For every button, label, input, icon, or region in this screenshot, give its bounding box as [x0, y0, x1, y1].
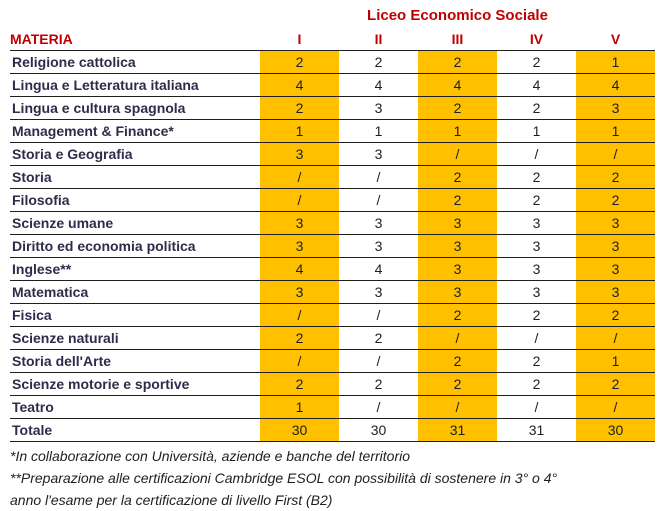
hours-cell: 4: [260, 73, 339, 96]
hours-cell: 3: [339, 96, 418, 119]
hours-cell: 1: [260, 119, 339, 142]
hours-cell: 1: [576, 119, 655, 142]
year-column-header: IV: [529, 31, 544, 48]
hours-cell: 3: [260, 142, 339, 165]
hours-cell: /: [260, 349, 339, 372]
hours-cell: 2: [260, 326, 339, 349]
hours-cell: /: [576, 326, 655, 349]
table-row: [10, 119, 655, 142]
footnote-cambridge-line2: anno l'esame per la certificazione di livello First (B2): [10, 492, 333, 508]
hours-cell: 2: [339, 372, 418, 395]
table-row: [10, 234, 655, 257]
hours-cell: 2: [260, 50, 339, 73]
total-hours-cell: 31: [497, 418, 576, 441]
hours-cell: /: [418, 142, 497, 165]
hours-cell: 2: [418, 50, 497, 73]
subject-name: Storia dell'Arte: [10, 349, 260, 372]
table-row: [10, 96, 655, 119]
total-label: Totale: [10, 418, 260, 441]
footnote-cambridge-line1: **Preparazione alle certificazioni Cambridge ESOL con possibilità di sostenere in 3° o 4°: [10, 470, 558, 486]
hours-cell: 2: [260, 96, 339, 119]
subject-name: Religione cattolica: [10, 50, 260, 73]
subject-name: Lingua e Letteratura italiana: [10, 73, 260, 96]
hours-cell: /: [339, 165, 418, 188]
hours-cell: /: [260, 303, 339, 326]
hours-cell: 3: [576, 211, 655, 234]
hours-cell: 2: [497, 96, 576, 119]
table-row: [10, 326, 655, 349]
total-row: [10, 418, 655, 441]
hours-table: [10, 29, 655, 442]
table-row: [10, 372, 655, 395]
hours-cell: 3: [497, 280, 576, 303]
table-row: [10, 165, 655, 188]
hours-cell: 2: [576, 372, 655, 395]
footnotes: [10, 445, 655, 511]
hours-cell: 3: [339, 142, 418, 165]
hours-cell: 1: [339, 119, 418, 142]
table-row: [10, 188, 655, 211]
hours-cell: /: [497, 395, 576, 418]
table-row: [10, 395, 655, 418]
hours-cell: 2: [497, 349, 576, 372]
table-row: [10, 303, 655, 326]
subject-name: Storia: [10, 165, 260, 188]
subject-name: Fisica: [10, 303, 260, 326]
hours-cell: 2: [497, 165, 576, 188]
hours-cell: /: [418, 326, 497, 349]
hours-cell: 2: [497, 50, 576, 73]
table-row: [10, 349, 655, 372]
hours-cell: 3: [260, 211, 339, 234]
subject-name: Scienze motorie e sportive: [10, 372, 260, 395]
hours-cell: /: [418, 395, 497, 418]
table-row: [10, 142, 655, 165]
hours-cell: 2: [418, 188, 497, 211]
hours-cell: 4: [576, 73, 655, 96]
subject-name: Scienze umane: [10, 211, 260, 234]
hours-cell: 2: [418, 165, 497, 188]
total-hours-cell: 30: [576, 418, 655, 441]
hours-cell: /: [576, 395, 655, 418]
hours-cell: 3: [497, 234, 576, 257]
total-hours-cell: 30: [339, 418, 418, 441]
year-column-header: V: [610, 31, 621, 48]
table-row: [10, 50, 655, 73]
hours-cell: 4: [418, 73, 497, 96]
hours-cell: /: [339, 395, 418, 418]
table-row: [10, 73, 655, 96]
hours-cell: 1: [576, 50, 655, 73]
hours-cell: 3: [339, 280, 418, 303]
hours-cell: 3: [497, 211, 576, 234]
hours-cell: /: [339, 188, 418, 211]
subject-name: Inglese**: [10, 257, 260, 280]
hours-cell: 2: [497, 303, 576, 326]
hours-cell: 3: [418, 280, 497, 303]
subject-name: Lingua e cultura spagnola: [10, 96, 260, 119]
hours-cell: 3: [497, 257, 576, 280]
table-row: [10, 280, 655, 303]
subject-name: Storia e Geografia: [10, 142, 260, 165]
school-title: Liceo Economico Sociale: [367, 7, 548, 24]
hours-cell: 1: [497, 119, 576, 142]
hours-cell: 2: [418, 349, 497, 372]
hours-cell: 2: [260, 372, 339, 395]
hours-cell: 2: [418, 372, 497, 395]
hours-cell: /: [339, 349, 418, 372]
hours-cell: 1: [418, 119, 497, 142]
hours-cell: 4: [339, 257, 418, 280]
table-row: [10, 257, 655, 280]
subject-name: Scienze naturali: [10, 326, 260, 349]
subject-name: Diritto ed economia politica: [10, 234, 260, 257]
hours-cell: 3: [576, 280, 655, 303]
hours-cell: 4: [260, 257, 339, 280]
hours-cell: 1: [576, 349, 655, 372]
subject-name: Teatro: [10, 395, 260, 418]
hours-cell: 3: [260, 280, 339, 303]
total-hours-cell: 31: [418, 418, 497, 441]
hours-cell: 2: [418, 303, 497, 326]
total-hours-cell: 30: [260, 418, 339, 441]
hours-cell: 3: [339, 234, 418, 257]
hours-cell: /: [576, 142, 655, 165]
hours-cell: 3: [418, 234, 497, 257]
table-header-row: [10, 29, 655, 50]
hours-cell: /: [260, 188, 339, 211]
subject-column-header: MATERIA: [10, 31, 73, 48]
subject-name: Filosofia: [10, 188, 260, 211]
subject-name: Matematica: [10, 280, 260, 303]
hours-cell: /: [260, 165, 339, 188]
hours-cell: 2: [576, 303, 655, 326]
hours-cell: 4: [339, 73, 418, 96]
hours-cell: 2: [497, 372, 576, 395]
footnote-partnership: *In collaborazione con Università, aziende e banche del territorio: [10, 448, 411, 464]
hours-cell: 3: [576, 96, 655, 119]
hours-cell: 2: [339, 50, 418, 73]
hours-cell: 3: [418, 211, 497, 234]
hours-cell: 2: [497, 188, 576, 211]
hours-cell: 2: [576, 188, 655, 211]
hours-cell: /: [497, 142, 576, 165]
table-row: [10, 211, 655, 234]
year-column-header: II: [374, 31, 383, 48]
hours-cell: 3: [576, 257, 655, 280]
hours-cell: /: [339, 303, 418, 326]
hours-cell: 2: [576, 165, 655, 188]
hours-cell: 3: [339, 211, 418, 234]
hours-cell: 2: [418, 96, 497, 119]
hours-cell: 3: [260, 234, 339, 257]
subject-name: Management & Finance*: [10, 119, 260, 142]
hours-cell: 1: [260, 395, 339, 418]
year-column-header: III: [451, 31, 464, 48]
hours-cell: 3: [576, 234, 655, 257]
hours-cell: /: [497, 326, 576, 349]
hours-cell: 4: [497, 73, 576, 96]
year-column-header: I: [297, 31, 302, 48]
hours-cell: 2: [339, 326, 418, 349]
hours-cell: 3: [418, 257, 497, 280]
